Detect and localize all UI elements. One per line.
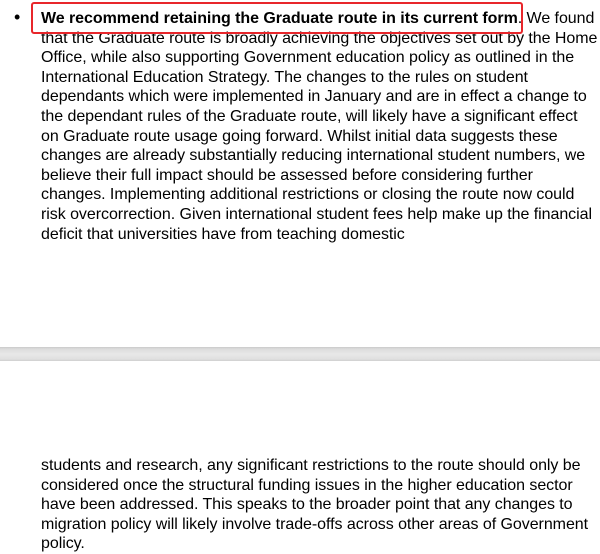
recommendation-paragraph[interactable]	[41, 9, 599, 244]
paragraph-body-page2: students and research, any significant restrictions to the route should only be considered once the structural funding issues in the higher education sector have been addressed. This speaks to the broader point that any changes to migration policy will likely involve trade-offs across other areas of Government policy.	[41, 457, 589, 553]
bullet-point: •	[14, 7, 21, 27]
recommendation-period: .	[517, 10, 523, 27]
page-break	[0, 347, 600, 361]
recommendation-heading[interactable]: We recommend retaining the Graduate route in its current form	[41, 10, 518, 27]
paragraph-body-page1: We found that the Graduate route is broadly achieving the objectives set out by the Home Office, while also supporting Government education policy as outlined in the International Education Strategy. The changes to the rules on student dependants which were implemented in January and are in effect a change to the dependant rules of the Graduate route, will likely have a significant effect on Graduate route usage going forward. Whilst initial data suggests these changes are already substantially reducing international student numbers, we believe their full impact should be assessed before considering further changes. Implementing additional restrictions or closing the route now could risk overcorrection. Given international student fees help make up the financial deficit that universities have from teaching domestic	[41, 10, 598, 243]
